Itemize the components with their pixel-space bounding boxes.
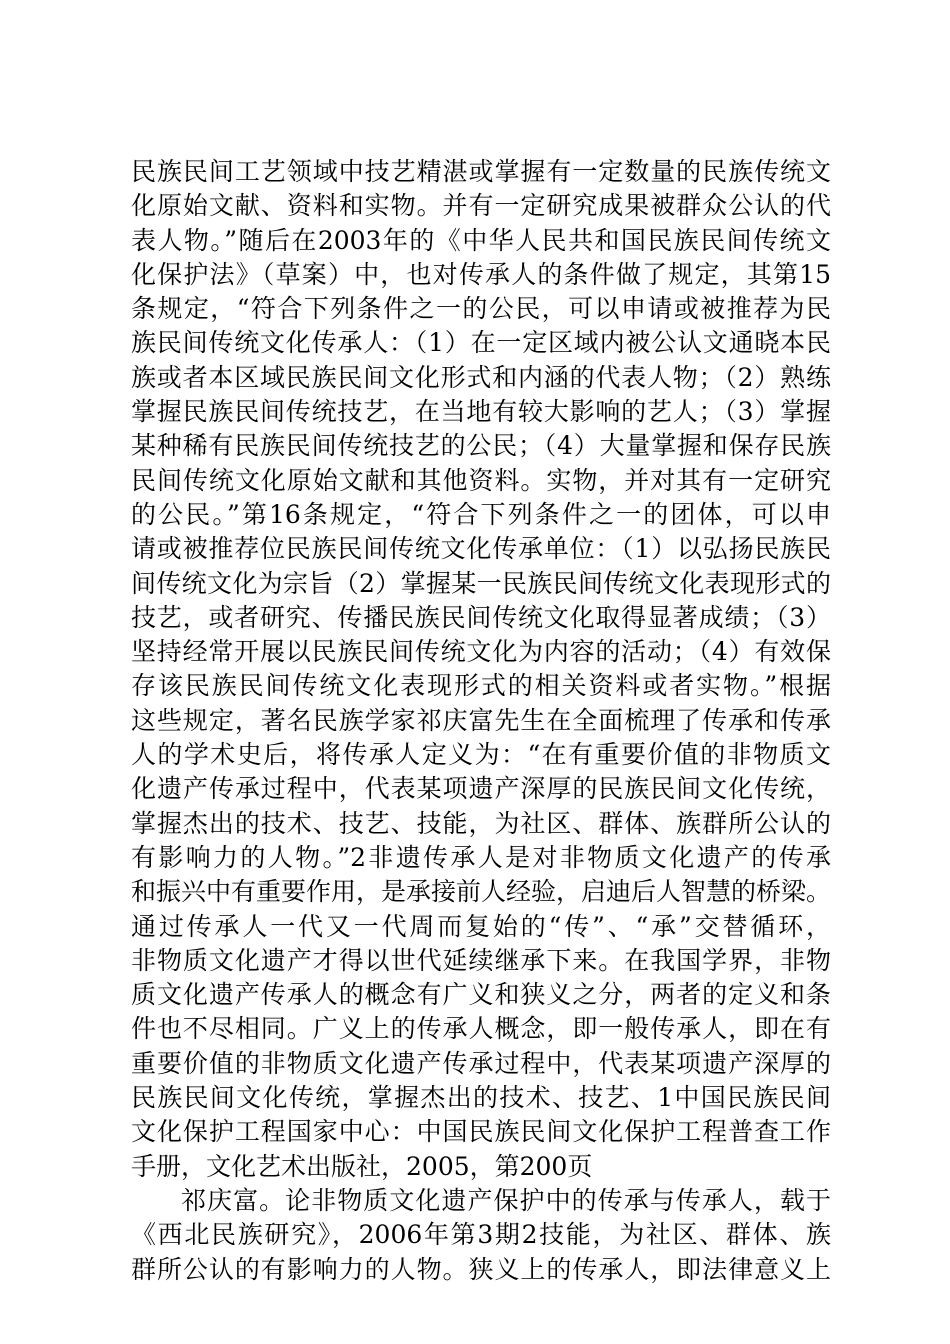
- text-line: 民族民间文化传统，掌握杰出的技术、技艺、1中国民族民间: [131, 1083, 831, 1113]
- text-line: 化保护法》（草案）中，也对传承人的条件做了规定，其第15: [131, 259, 831, 289]
- text-line: 《西北民族研究》，2006年第3期2技能，为社区、群体、族: [131, 1220, 831, 1250]
- text-line: 非物质文化遗产才得以世代延续继承下来。在我国学界，非物: [131, 945, 831, 975]
- text-line: 手册，文化艺术出版社，2005，第200页: [131, 1151, 593, 1181]
- text-line: 这些规定，著名民族学家祁庆富先生在全面梳理了传承和传承: [131, 705, 831, 735]
- text-line: 的公民。”第16条规定，“符合下列条件之一的团体，可以申: [131, 499, 831, 529]
- text-line: 某种稀有民族民间传统技艺的公民；（4）大量掌握和保存民族: [131, 431, 831, 461]
- text-line: 件也不尽相同。广义上的传承人概念，即一般传承人，即在有: [131, 1014, 831, 1044]
- text-line: 坚持经常开展以民族民间传统文化为内容的活动；（4）有效保: [131, 637, 831, 667]
- text-line: 质文化遗产传承人的概念有广义和狭义之分，两者的定义和条: [131, 980, 831, 1010]
- text-line: 族民间传统文化传承人：（1）在一定区域内被公认文通晓本民: [131, 328, 831, 358]
- text-line: 化遗产传承过程中，代表某项遗产深厚的民族民间文化传统，: [131, 774, 831, 804]
- text-line: 存该民族民间传统文化表现形式的相关资料或者实物。”根据: [131, 671, 831, 701]
- text-line: 请或被推荐位民族民间传统文化传承单位：（1）以弘扬民族民: [131, 534, 831, 564]
- text-line: 有影响力的人物。”2非遗传承人是对非物质文化遗产的传承: [131, 842, 831, 872]
- text-line: 人的学术史后，将传承人定义为：“在有重要价值的非物质文: [131, 740, 831, 770]
- text-line: 掌握民族民间传统技艺，在当地有较大影响的艺人；（3）掌握: [131, 397, 831, 427]
- text-line: 技艺，或者研究、传播民族民间传统文化取得显著成绩；（3）: [131, 602, 831, 632]
- text-line: 族或者本区域民族民间文化形式和内涵的代表人物；（2）熟练: [131, 362, 831, 392]
- text-line: 祁庆富。论非物质文化遗产保护中的传承与传承人，载于: [181, 1185, 831, 1215]
- text-line: 和振兴中有重要作用，是承接前人经验，启迪后人智慧的桥梁。: [131, 877, 832, 907]
- text-line: 表人物。”随后在2003年的《中华人民共和国民族民间传统文: [131, 225, 831, 255]
- text-line: 间传统文化为宗旨（2）掌握某一民族民间传统文化表现形式的: [131, 568, 831, 598]
- document-body: [131, 155, 831, 1287]
- text-line: 民间传统文化原始文献和其他资料。实物，并对其有一定研究: [131, 465, 831, 495]
- text-line: 通过传承人一代又一代周而复始的“传”、“承”交替循环，: [131, 911, 831, 941]
- text-line: 重要价值的非物质文化遗产传承过程中，代表某项遗产深厚的: [131, 1048, 831, 1078]
- text-line: 群所公认的有影响力的人物。狭义上的传承人，即法律意义上: [131, 1254, 831, 1284]
- text-line: 民族民间工艺领域中技艺精湛或掌握有一定数量的民族传统文: [131, 157, 831, 186]
- text-line: 掌握杰出的技术、技艺、技能，为社区、群体、族群所公认的: [131, 808, 831, 838]
- text-line: 化原始文献、资料和实物。并有一定研究成果被群众公认的代: [131, 191, 831, 221]
- text-line: 文化保护工程国家中心：中国民族民间文化保护工程普查工作: [131, 1117, 831, 1147]
- text-line: 条规定，“符合下列条件之一的公民，可以申请或被推荐为民: [131, 294, 831, 324]
